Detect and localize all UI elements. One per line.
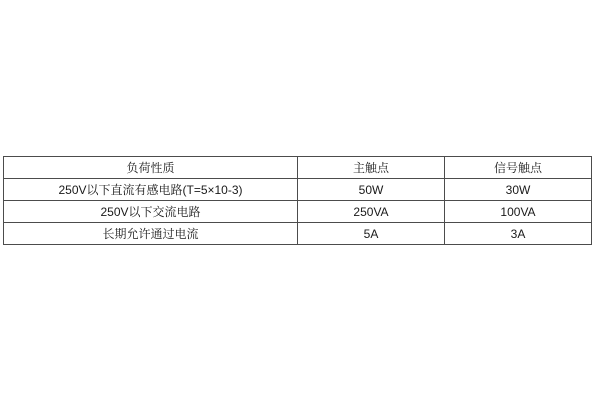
cell-dc-inductive-signal: 30W (445, 179, 592, 201)
header-signal-contact: 信号触点 (445, 157, 592, 179)
header-row (4, 157, 592, 179)
cell-continuous-current-main: 5A (298, 223, 445, 245)
table-row-dc-inductive (4, 179, 592, 201)
cell-ac-circuit-label: 250V以下交流电路 (4, 201, 298, 223)
header-main-contact: 主触点 (298, 157, 445, 179)
cell-dc-inductive-main: 50W (298, 179, 445, 201)
table-row-continuous-current (4, 223, 592, 245)
cell-continuous-current-label: 长期允许通过电流 (4, 223, 298, 245)
ratings-table-container (3, 156, 592, 245)
cell-dc-inductive-label: 250V以下直流有感电路(T=5×10-3) (4, 179, 298, 201)
cell-ac-circuit-main: 250VA (298, 201, 445, 223)
table-row-ac-circuit (4, 201, 592, 223)
contact-load-ratings-table (3, 156, 592, 245)
header-load-nature: 负荷性质 (4, 157, 298, 179)
cell-ac-circuit-signal: 100VA (445, 201, 592, 223)
cell-continuous-current-signal: 3A (445, 223, 592, 245)
